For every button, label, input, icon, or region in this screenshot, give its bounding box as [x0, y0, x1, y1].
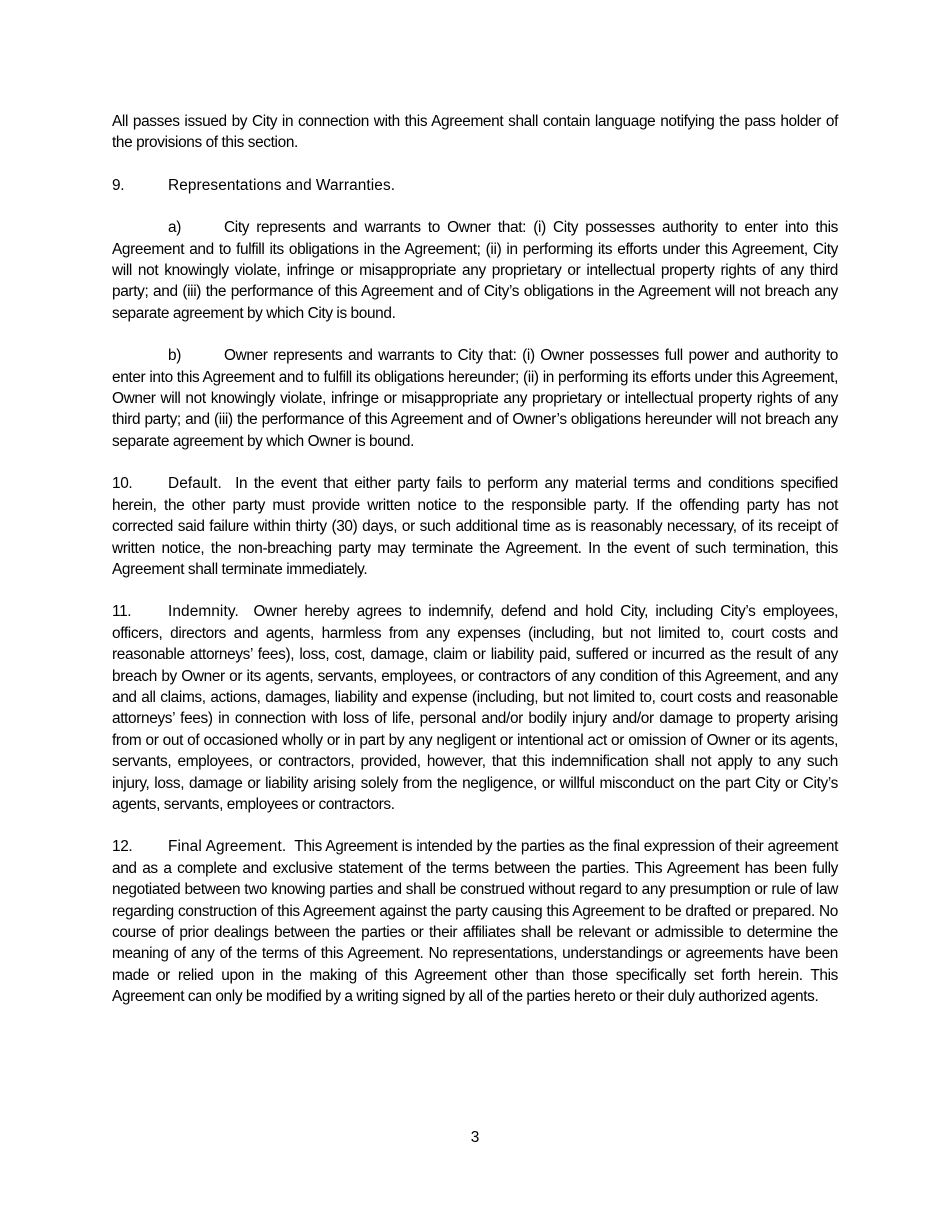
section-number: 10.	[112, 475, 133, 493]
section-title: Representations and Warranties.	[168, 176, 396, 194]
section-number: 9.	[112, 176, 125, 194]
page-number: 3	[470, 1129, 480, 1146]
section-9b-paragraph	[112, 345, 838, 452]
subsection-label: a)	[168, 219, 181, 237]
subsection-text: Owner represents and warrants to City that: (i) Owner possesses full power and authority to enter into this Agreement and to fulfill its obligations hereunder; (ii) in performing its efforts under this Agreement, Owner will not knowingly violate, infringe or misappropriate any proprietary or intellectual property rights of any third party; and (iii) the performance of this Agreement and of Owner’s obligations hereunder will not breach any separate agreement by which Owner is bound.	[112, 347, 838, 450]
section-title: Default.	[168, 475, 222, 493]
section-10-paragraph	[112, 473, 838, 580]
section-12-paragraph	[112, 836, 838, 1007]
section-number: 11.	[112, 603, 132, 621]
section-text: This Agreement is intended by the parties as the final expression of their agreement and as a complete and exclusive statement of the terms between the parties. This Agreement has been fully negotiated between two knowing parties and shall be construed without regard to any presumption or rule of law regarding construction of this Agreement against the party causing this Agreement to be drafted or prepared. No course of prior dealings between the parties or their affiliates shall be relevant or admissible to determine the meaning of any of the terms of this Agreement. No representations, understandings or agreements have been made or relied upon in the making of this Agreement other than those specifically set forth herein. This Agreement can only be modified by a writing signed by all of the parties hereto or their duly authorized agents.	[112, 838, 838, 1006]
subsection-text: City represents and warrants to Owner that: (i) City possesses authority to enter into this Agreement and to fulfill its obligations in the Agreement; (ii) in performing its efforts under this Agreement, City will not knowingly violate, infringe or misappropriate any proprietary or intellectual property rights of any third party; and (iii) the performance of this Agreement and of City’s obligations in the Agreement will not breach any separate agreement by which City is bound.	[112, 219, 838, 322]
intro-paragraph: All passes issued by City in connection with this Agreement shall contain language notifying the pass holder of the provisions of this section.	[112, 113, 838, 152]
section-number: 12.	[112, 838, 133, 856]
section-title: Final Agreement.	[168, 838, 287, 856]
section-text: Owner hereby agrees to indemnify, defend and hold City, including City’s employees, officers, directors and agents, harmless from any expenses (including, but not limited to, court costs and reasonable attorneys’ fees), loss, cost, damage, claim or liability paid, suffered or incurred as the result of any breach by Owner or its agents, servants, employees, or contractors of any condition of this Agreement, and any and all claims, actions, damages, liability and expense (including, but not limited to, court costs and reasonable attorneys’ fees) in connection with loss of life, personal and/or bodily injury and/or damage to property arising from or out of occasioned wholly or in part by any negligent or intentional act or omission of Owner or its agents, servants, employees, or contractors, provided, however, that this indemnification shall not apply to any such injury, loss, damage or liability arising solely from the negligence, or willful misconduct on the part City or City’s agents, servants, employees or contractors.	[112, 603, 839, 813]
section-title: Indemnity.	[168, 603, 239, 621]
section-9a-paragraph	[112, 217, 838, 324]
section-text: In the event that either party fails to perform any material terms and conditions specified herein, the other party must provide written notice to the responsible party. If the offending party has not corrected said failure within thirty (30) days, or such additional time as is reasonably necessary, of its receipt of written notice, the non-breaching party may terminate the Agreement. In the event of such termination, this Agreement shall terminate immediately.	[112, 475, 839, 578]
section-11-paragraph	[112, 601, 838, 815]
section-9-heading	[112, 175, 838, 196]
subsection-label: b)	[168, 347, 181, 365]
page-body	[112, 111, 838, 1008]
